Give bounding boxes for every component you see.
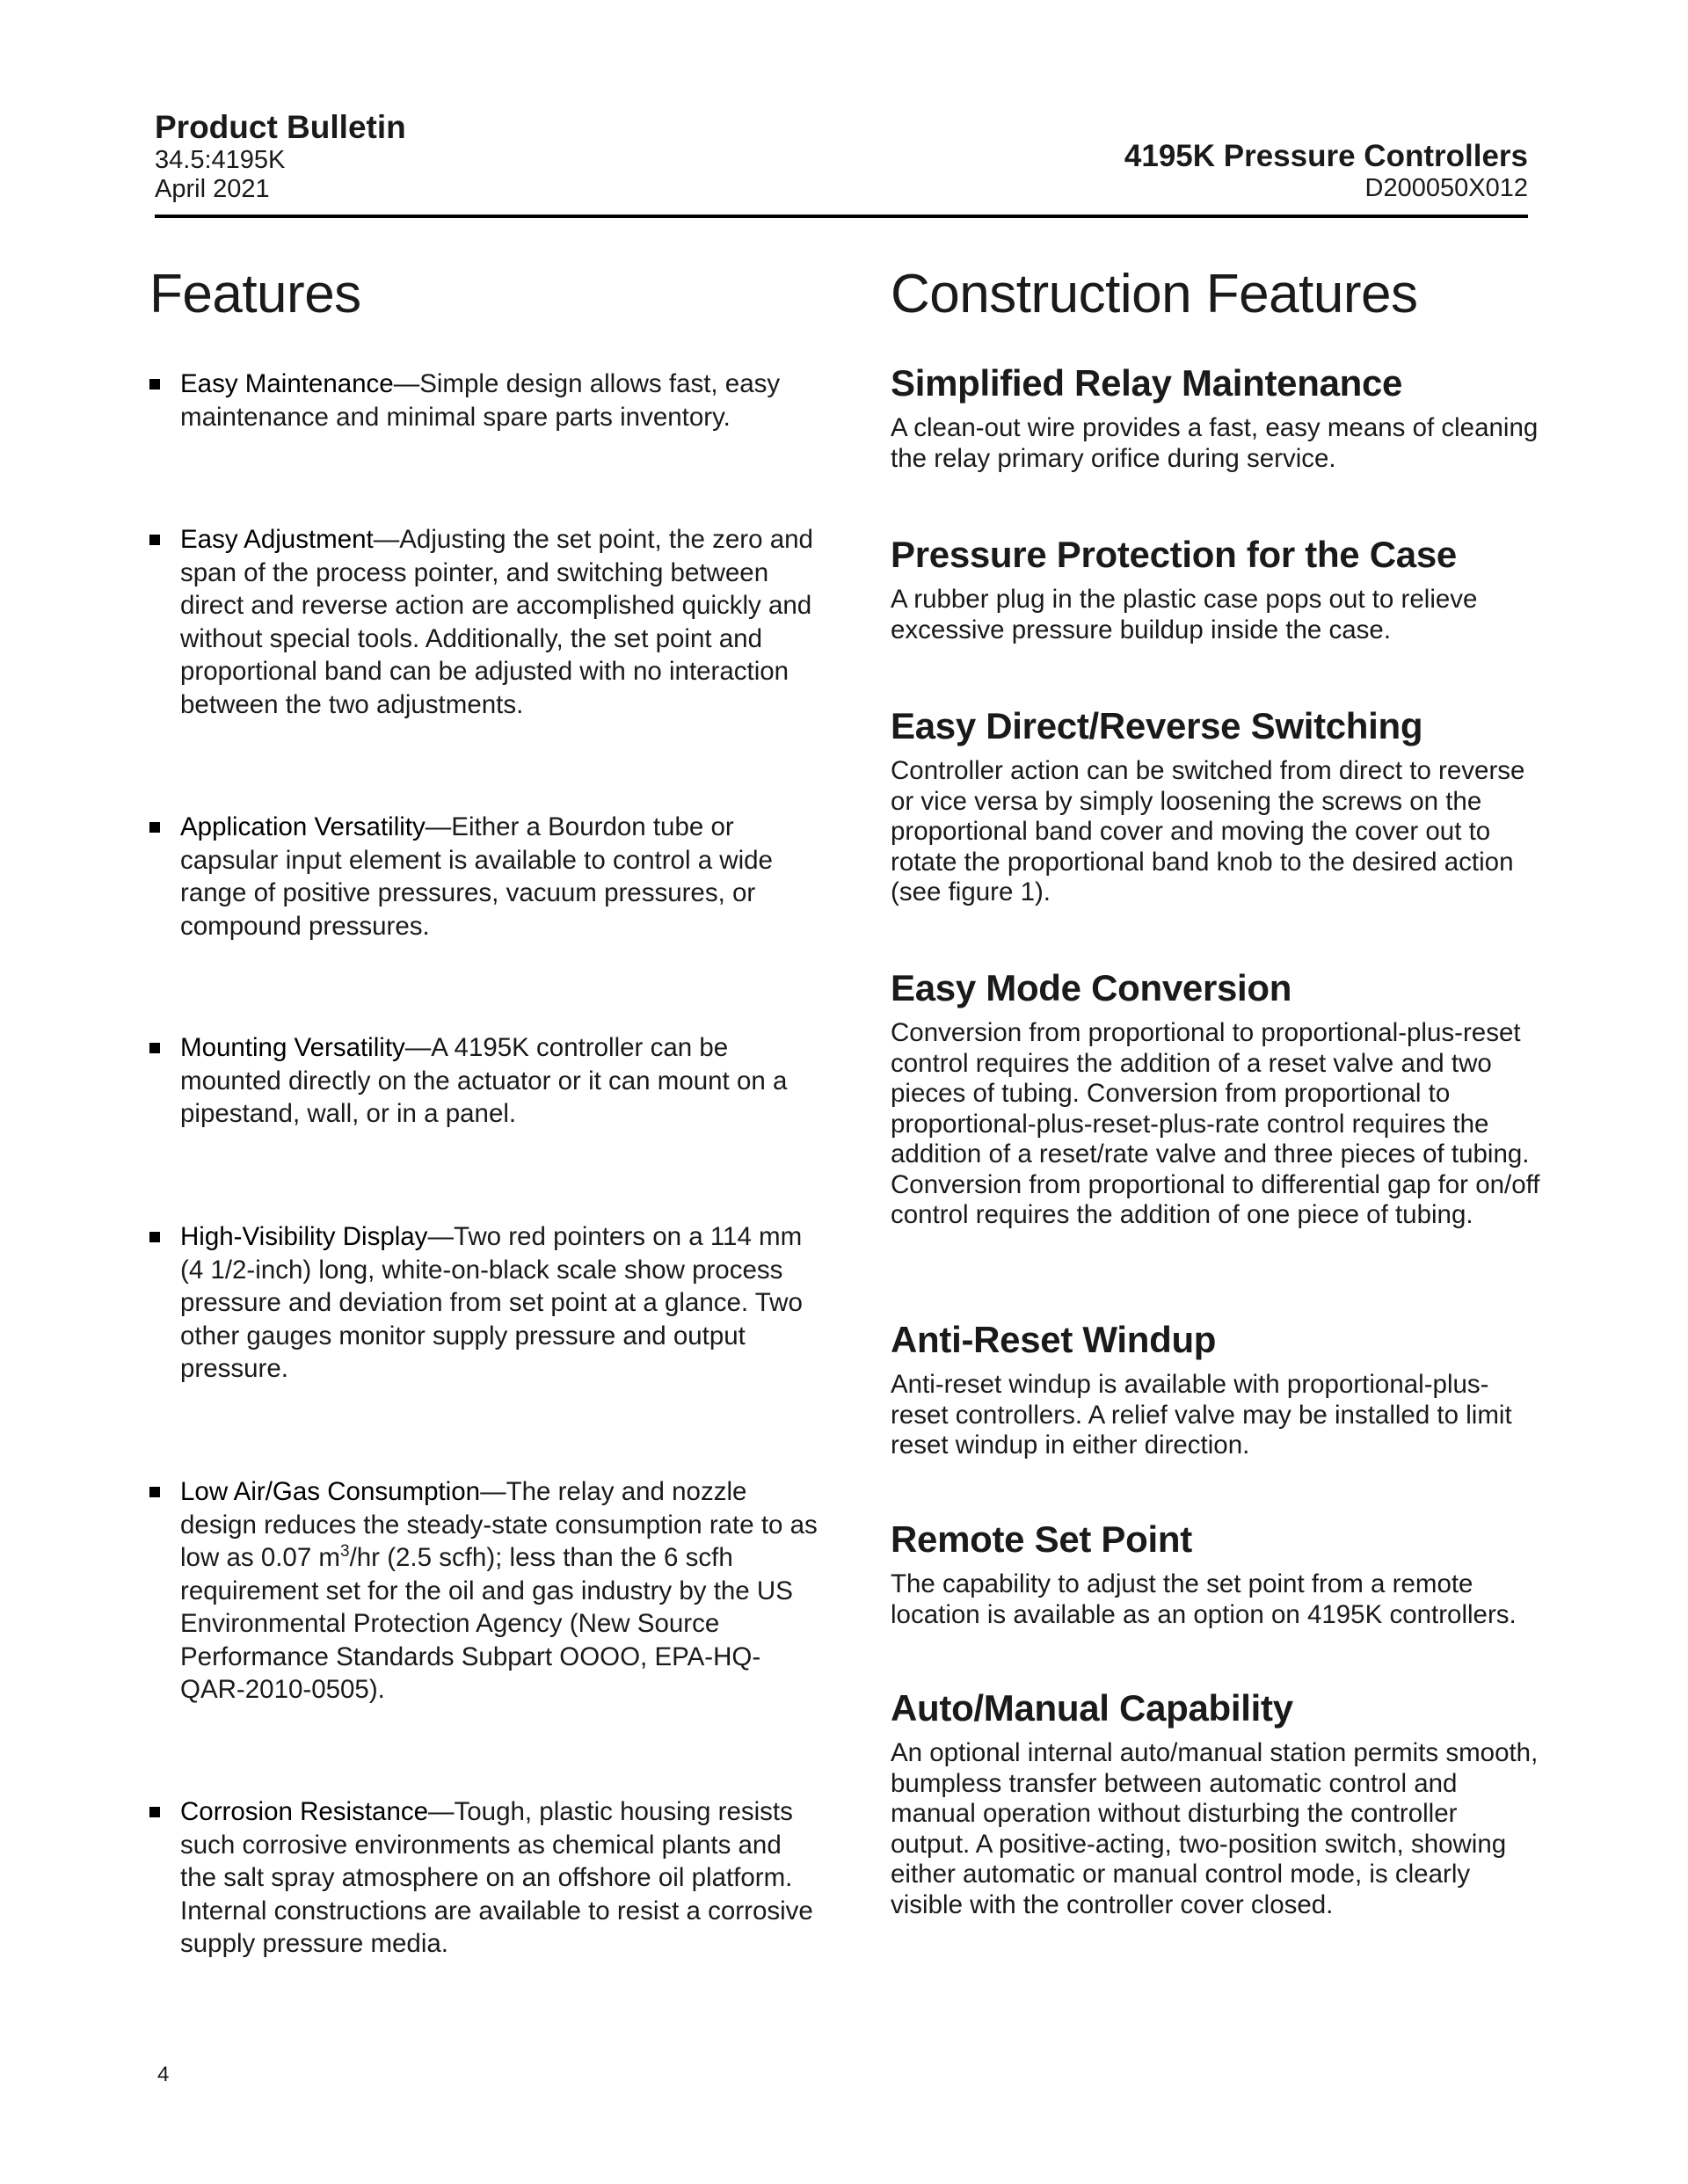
bullet-icon bbox=[149, 1487, 160, 1497]
feature-label: Easy Maintenance bbox=[180, 369, 394, 398]
section-body: The capability to adjust the set point from a remote location is available as an option on 4195K controllers. bbox=[891, 1569, 1517, 1629]
feature-item bbox=[149, 811, 818, 943]
page-number: 4 bbox=[157, 2063, 170, 2086]
section-body: Anti-reset windup is available with proportional-plus-reset controllers. A relief valve may be installed to limit reset windup in either direction. bbox=[891, 1370, 1512, 1460]
feature-item bbox=[149, 1475, 818, 1707]
bullet-icon bbox=[149, 379, 160, 389]
construction-column bbox=[891, 255, 1541, 1919]
feature-label: Low Air/Gas Consumption bbox=[180, 1477, 481, 1506]
header-right bbox=[1124, 139, 1528, 203]
section-title: Pressure Protection for the Case bbox=[891, 534, 1457, 575]
product-title: 4195K Pressure Controllers bbox=[1124, 139, 1528, 173]
feature-text: —Simple design allows fast, easy maintenance and minimal spare parts inventory. bbox=[180, 369, 781, 432]
superscript: 3 bbox=[340, 1542, 350, 1562]
section-body: A clean-out wire provides a fast, easy means of cleaning the relay primary orifice during service. bbox=[891, 413, 1539, 473]
section-title: Simplified Relay Maintenance bbox=[891, 362, 1403, 404]
feature-text: —A 4195K controller can be mounted directly on the actuator or it can mount on a pipestand, wall, or in a panel. bbox=[180, 1033, 788, 1128]
feature-text: —Adjusting the set point, the zero and span of the process pointer, and switching between direct and reverse action are accomplished quickly and without special tools. Additionally, the set point and proportional band can be adjusted with no interaction between the two adjustments. bbox=[180, 525, 813, 719]
features-column bbox=[149, 255, 818, 1958]
features-heading: Features bbox=[149, 264, 361, 324]
feature-label: Mounting Versatility bbox=[180, 1033, 405, 1062]
section-body: Controller action can be switched from direct to reverse or vice versa by simply loosening the screws on the proportional band cover and moving the cover out to rotate the proportional band knob to the desired action (see figure 1). bbox=[891, 756, 1525, 906]
feature-text: —The relay and nozzle design reduces the steady-state consumption rate to as low as 0.07 m bbox=[180, 1477, 818, 1572]
section-title: Remote Set Point bbox=[891, 1518, 1192, 1560]
bullet-icon bbox=[149, 822, 160, 833]
construction-section bbox=[891, 532, 1541, 645]
section-body: An optional internal auto/manual station permits smooth, bumpless transfer between automatic control and manual operation without disturbing the controller output. A positive-acting, two-position switch, showing either automatic or manual control mode, is clearly visible with the controller cover closed. bbox=[891, 1738, 1539, 1919]
header-rule bbox=[155, 215, 1528, 218]
feature-item bbox=[149, 368, 818, 433]
bullet-icon bbox=[149, 1807, 160, 1817]
feature-label: Corrosion Resistance bbox=[180, 1797, 429, 1826]
feature-item bbox=[149, 1220, 818, 1386]
bulletin-title: Product Bulletin bbox=[155, 109, 406, 145]
construction-section bbox=[891, 1317, 1541, 1461]
section-title: Anti-Reset Windup bbox=[891, 1319, 1217, 1360]
feature-label: High-Visibility Display bbox=[180, 1222, 428, 1251]
feature-text: —Tough, plastic housing resists such corrosive environments as chemical plants and the salt spray atmosphere on an offshore oil platform. Internal constructions are available to resist a corrosive supply pressure media. bbox=[180, 1797, 813, 1958]
section-title: Auto/Manual Capability bbox=[891, 1687, 1293, 1729]
feature-text: /hr (2.5 scfh); less than the 6 scfh requirement set for the oil and gas industry by the US Environmental Protection Agency (New Source Performance Standards Subpart OOOO, EPA-HQ-QAR-2010-0505). bbox=[180, 1543, 793, 1704]
feature-label: Easy Adjustment bbox=[180, 525, 374, 554]
section-body: Conversion from proportional to proportional-plus-reset control requires the addition of a reset valve and two pieces of tubing. Conversion from proportional to proportional-plus-reset-plus-rate control requires the addition of a reset/rate valve and three pieces of tubing. Conversion from proportional to differential gap for on/off control requires the addition of one piece of tubing. bbox=[891, 1018, 1540, 1229]
construction-heading: Construction Features bbox=[891, 264, 1418, 324]
feature-text: —Either a Bourdon tube or capsular input element is available to control a wide range of positive pressures, vacuum pressures, or compound pressures. bbox=[180, 812, 773, 941]
section-body: A rubber plug in the plastic case pops out to relieve excessive pressure buildup inside the case. bbox=[891, 585, 1478, 644]
construction-section bbox=[891, 1685, 1541, 1920]
feature-label: Application Versatility bbox=[180, 812, 426, 841]
bullet-icon bbox=[149, 535, 160, 545]
feature-text: —Two red pointers on a 114 mm (4 1/2-inch) long, white-on-black scale show process pressure and deviation from set point at a glance. Two other gauges monitor supply pressure and output pressure. bbox=[180, 1222, 803, 1383]
header-left bbox=[155, 109, 406, 204]
document-id: D200050X012 bbox=[1364, 174, 1528, 202]
construction-section bbox=[891, 965, 1541, 1231]
feature-item bbox=[149, 523, 818, 721]
feature-item bbox=[149, 1031, 818, 1131]
bullet-icon bbox=[149, 1232, 160, 1242]
feature-item bbox=[149, 1795, 818, 1961]
construction-section bbox=[891, 360, 1541, 474]
construction-section bbox=[891, 703, 1541, 908]
construction-section bbox=[891, 1517, 1541, 1630]
bullet-icon bbox=[149, 1043, 160, 1053]
bulletin-number: 34.5:4195K bbox=[155, 146, 286, 174]
bulletin-date: April 2021 bbox=[155, 175, 270, 203]
section-title: Easy Mode Conversion bbox=[891, 967, 1292, 1008]
section-title: Easy Direct/Reverse Switching bbox=[891, 705, 1423, 746]
